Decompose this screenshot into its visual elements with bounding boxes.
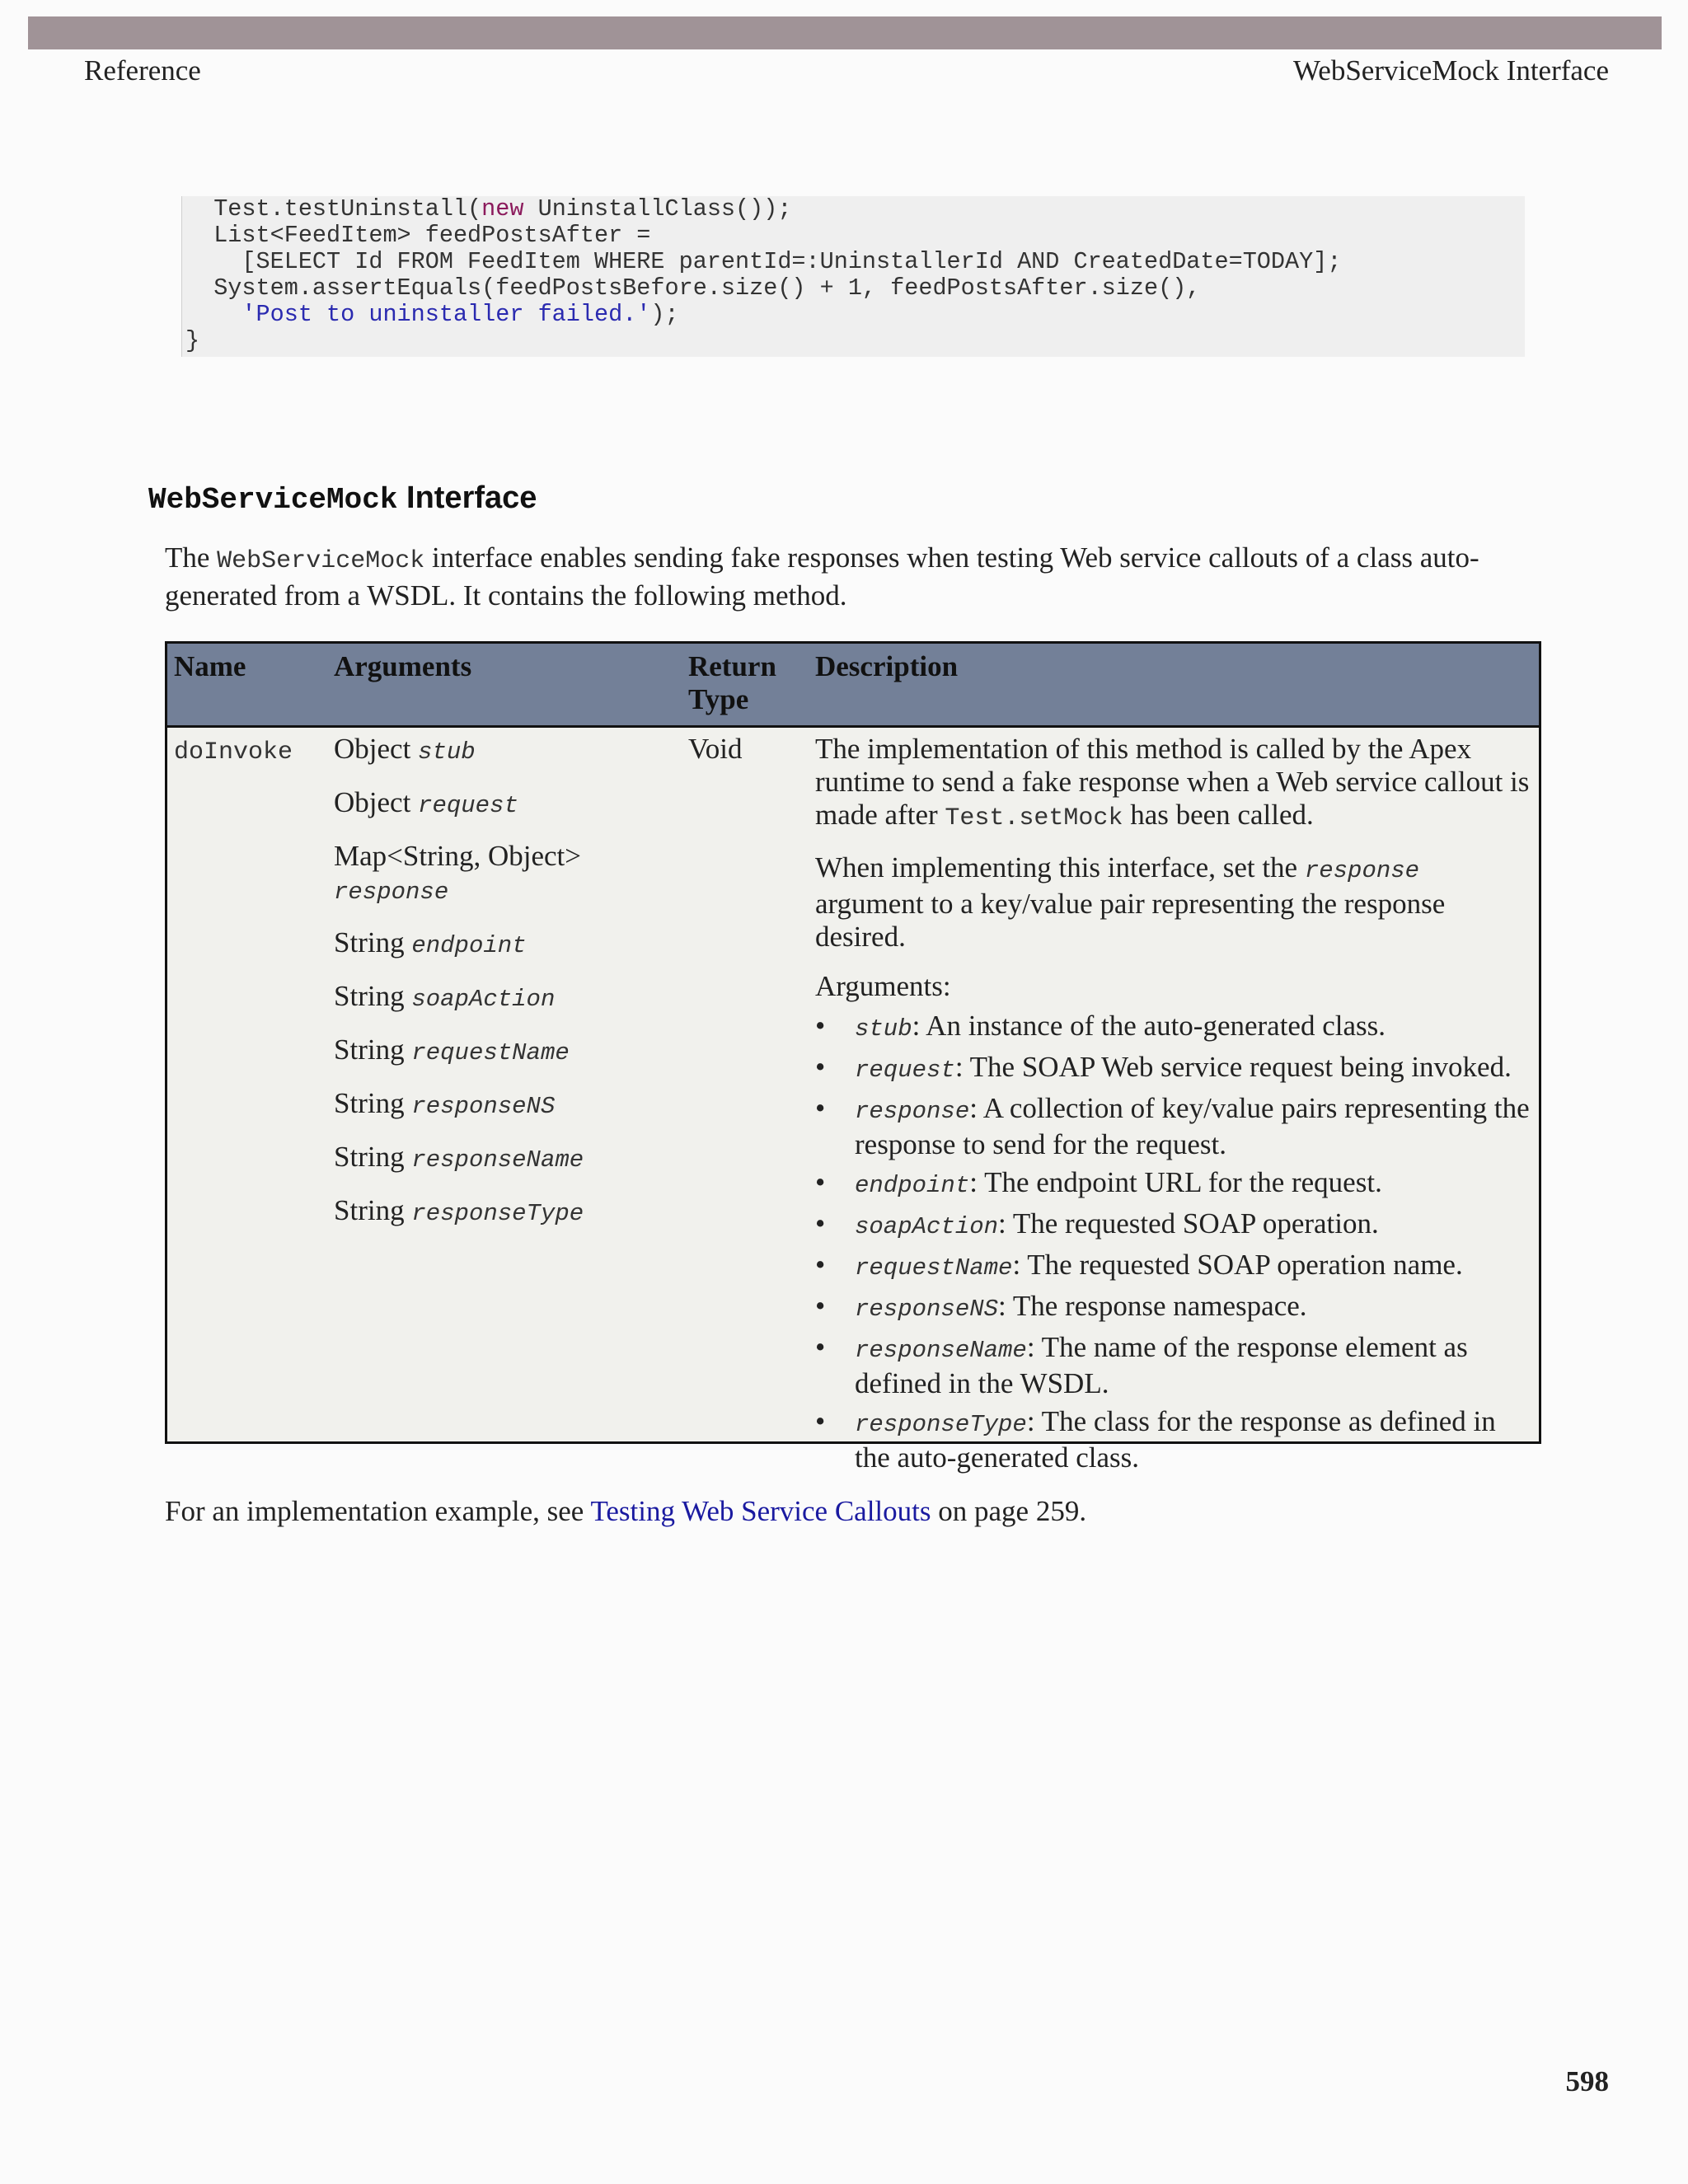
bullet-text: : An instance of the auto-generated class. xyxy=(912,1010,1386,1042)
code-line: ); xyxy=(650,301,679,328)
argument-name: responseNS xyxy=(411,1093,556,1120)
intro-text: The xyxy=(165,541,218,574)
argument-type: String xyxy=(334,1087,405,1119)
bullet-code: request xyxy=(855,1057,955,1084)
argument xyxy=(334,1087,663,1123)
description-text: When implementing this interface, set the xyxy=(815,851,1305,883)
code-line: System.assertEquals(feedPostsBefore.size() + 1, feedPostsAfter.size(), xyxy=(185,274,1201,302)
header-return-type: Return Type xyxy=(688,650,776,715)
argument xyxy=(334,1141,663,1177)
bullet-item xyxy=(815,1331,1532,1400)
intro-paragraph xyxy=(165,541,1550,613)
description-code: response xyxy=(1304,857,1420,884)
bullet-text: : The requested SOAP operation name. xyxy=(1012,1249,1463,1281)
argument-type: Map<String, Object> xyxy=(334,840,581,872)
note-text: on page 259. xyxy=(931,1495,1087,1527)
page-number: 598 xyxy=(1565,2065,1609,2097)
bullet-text: : The class for the response as defined in the auto-generated class. xyxy=(855,1405,1496,1474)
bullet-text: : The requested SOAP operation. xyxy=(998,1207,1379,1240)
argument-name: soapAction xyxy=(411,986,556,1013)
description-code: Test.setMock xyxy=(945,804,1123,832)
bullet-code: responseName xyxy=(855,1337,1027,1364)
code-keyword: new xyxy=(481,195,524,223)
bullet-item xyxy=(815,1290,1532,1326)
argument xyxy=(334,1033,663,1070)
argument-type: String xyxy=(334,1194,405,1226)
argument-type: String xyxy=(334,926,405,958)
code-string: 'Post to uninstaller failed.' xyxy=(241,301,651,328)
code-line xyxy=(185,301,241,328)
bullet-text: : The response namespace. xyxy=(998,1290,1307,1322)
method-name: doInvoke xyxy=(174,738,293,766)
argument xyxy=(334,1194,663,1230)
bullet-code: responseType xyxy=(855,1411,1027,1438)
bullet-code: soapAction xyxy=(855,1213,999,1240)
header-arguments: Arguments xyxy=(334,650,472,682)
argument-name: responseType xyxy=(411,1200,584,1227)
code-line: Test.testUninstall( xyxy=(185,195,482,223)
description-text: argument to a key/value pair representing the response desired. xyxy=(815,888,1446,953)
return-type: Void xyxy=(688,733,743,765)
argument-type: Object xyxy=(334,786,411,818)
argument xyxy=(334,733,663,769)
intro-text: interface enables sending fake responses when testing Web service callouts of a class auto-generated from a WSDL. It contains the following method. xyxy=(165,541,1479,612)
code-line: UninstallClass()); xyxy=(523,195,792,223)
bullet-code: requestName xyxy=(855,1254,1013,1282)
bullet-item xyxy=(815,1207,1532,1244)
note-text: For an implementation example, see xyxy=(165,1495,591,1527)
code-line: } xyxy=(185,327,200,354)
argument-name: requestName xyxy=(411,1039,570,1066)
bullet-item xyxy=(815,1010,1532,1046)
section-heading-text: Interface xyxy=(397,480,537,515)
argument-type: String xyxy=(334,1033,405,1066)
argument-name: responseName xyxy=(411,1146,584,1174)
testing-callouts-link[interactable]: Testing Web Service Callouts xyxy=(590,1495,931,1527)
argument-name: endpoint xyxy=(411,932,527,959)
method-description xyxy=(815,733,1532,1479)
bullet-text: : The name of the response element as defined in the WSDL. xyxy=(855,1331,1468,1399)
method-table xyxy=(165,641,1541,1474)
arguments-label: Arguments: xyxy=(815,970,951,1002)
bullet-item xyxy=(815,1051,1532,1087)
header-description: Description xyxy=(815,650,959,682)
bullet-code: responseNS xyxy=(855,1296,999,1323)
code-line: List<FeedItem> feedPostsAfter = xyxy=(185,222,651,249)
argument xyxy=(334,980,663,1016)
argument xyxy=(334,926,663,963)
argument xyxy=(334,840,663,909)
bullet-code: response xyxy=(855,1098,970,1125)
bullet-text: : The SOAP Web service request being invoked. xyxy=(954,1051,1512,1083)
top-bar xyxy=(28,16,1662,49)
bullet-item xyxy=(815,1249,1532,1285)
bullet-item xyxy=(815,1405,1532,1474)
bullet-code: stub xyxy=(855,1015,912,1043)
implementation-note xyxy=(165,1495,1086,1528)
code-sample xyxy=(181,196,1525,357)
section-heading-code: WebServiceMock xyxy=(148,483,398,517)
argument xyxy=(334,786,663,823)
description-paragraph xyxy=(815,851,1532,954)
argument-type: String xyxy=(334,1141,405,1173)
bullet-text: : The endpoint URL for the request. xyxy=(969,1166,1382,1198)
table-header xyxy=(167,644,1539,728)
bullet-text: : A collection of key/value pairs representing the response to send for the request. xyxy=(855,1092,1530,1160)
bullet-item xyxy=(815,1092,1532,1161)
header-name: Name xyxy=(174,650,246,682)
bullet-code: endpoint xyxy=(855,1172,970,1199)
argument-name: stub xyxy=(418,738,476,766)
bullet-item xyxy=(815,1166,1532,1202)
argument-type: Object xyxy=(334,733,411,765)
code-line: [SELECT Id FROM FeedItem WHERE parentId=:UninstallerId AND CreatedDate=TODAY]; xyxy=(185,248,1342,275)
description-paragraph xyxy=(815,733,1532,835)
argument-bullets xyxy=(815,1010,1532,1474)
section-heading xyxy=(148,480,537,517)
description-text: has been called. xyxy=(1123,799,1314,831)
argument-type: String xyxy=(334,980,405,1012)
header-page-title: WebServiceMock Interface xyxy=(1293,54,1609,87)
description-text: The implementation of this method is called by the Apex runtime to send a fake response when a Web service callout is made after xyxy=(815,733,1530,831)
argument-list xyxy=(334,733,663,1248)
intro-code: WebServiceMock xyxy=(217,547,425,575)
argument-name: request xyxy=(418,792,518,819)
argument-name: response xyxy=(334,879,449,906)
header-section-title: Reference xyxy=(84,54,201,87)
